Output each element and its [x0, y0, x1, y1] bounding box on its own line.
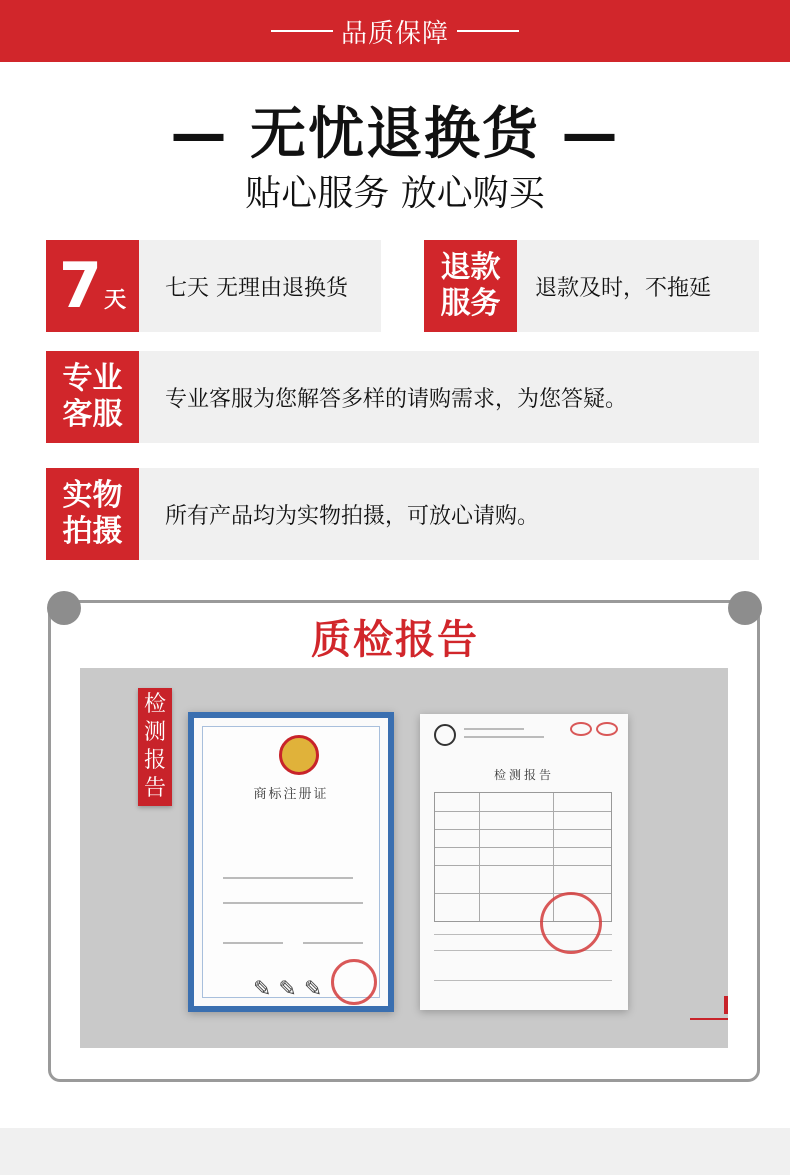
- refund-desc: 退款及时，不拖延: [535, 275, 712, 301]
- banner-right-line: [457, 30, 519, 32]
- stamp-char-4: 告: [143, 776, 166, 801]
- stamp-char-1: 检: [143, 692, 166, 717]
- refund-badge: [424, 240, 517, 332]
- red-underline: [690, 1018, 728, 1020]
- test-report-title: 检测报告: [493, 768, 554, 782]
- card-seven-days: [46, 240, 381, 332]
- service-badge-line2: 客服: [62, 397, 123, 432]
- card-refund: [424, 240, 759, 332]
- stamp-char-2: 测: [143, 720, 166, 745]
- test-report-seal-icon: [540, 892, 602, 954]
- stamp-char-3: 报: [143, 748, 166, 773]
- certificate-photo: [80, 668, 728, 1048]
- seven-days-badge: [46, 240, 139, 332]
- report-logo-icon: [434, 724, 456, 746]
- top-banner: [0, 0, 790, 62]
- service-desc: 专业客服为您解答多样的请购需求，为您答疑。: [165, 386, 628, 412]
- red-mark: [724, 996, 728, 1014]
- card-photo: [46, 468, 759, 560]
- photo-badge: [46, 468, 139, 560]
- seven-number: 7: [58, 249, 103, 322]
- photo-badge-line1: 实物: [62, 478, 123, 513]
- seven-days-desc: 七天 无理由退换货: [165, 275, 348, 301]
- service-badge: [46, 351, 139, 443]
- test-report-document: [420, 714, 628, 1010]
- refund-badge-line1: 退款: [440, 250, 501, 285]
- bottom-strip: [0, 1128, 790, 1175]
- report-stamp-label: [138, 688, 172, 806]
- red-seal-icon: [331, 959, 377, 1005]
- trademark-certificate-title: 商标注册证: [253, 787, 329, 802]
- photo-badge-line2: 拍摄: [62, 514, 123, 549]
- trademark-certificate: [188, 712, 394, 1012]
- photo-desc: 所有产品均为实物拍摄，可放心请购。: [165, 503, 540, 529]
- banner-left-line: [271, 30, 333, 32]
- service-badge-line1: 专业: [62, 361, 123, 396]
- signature: ✎ ✎ ✎: [253, 977, 323, 1002]
- card-service: [46, 351, 759, 443]
- headline: — 无忧退换货 —: [170, 102, 620, 167]
- subline: 贴心服务 放心购买: [245, 173, 545, 214]
- national-emblem-icon: [279, 735, 319, 775]
- banner-title: 品质保障: [340, 18, 449, 49]
- report-title: 质检报告: [311, 617, 479, 663]
- refund-badge-line2: 服务: [440, 286, 501, 321]
- seven-unit: 天: [104, 288, 127, 313]
